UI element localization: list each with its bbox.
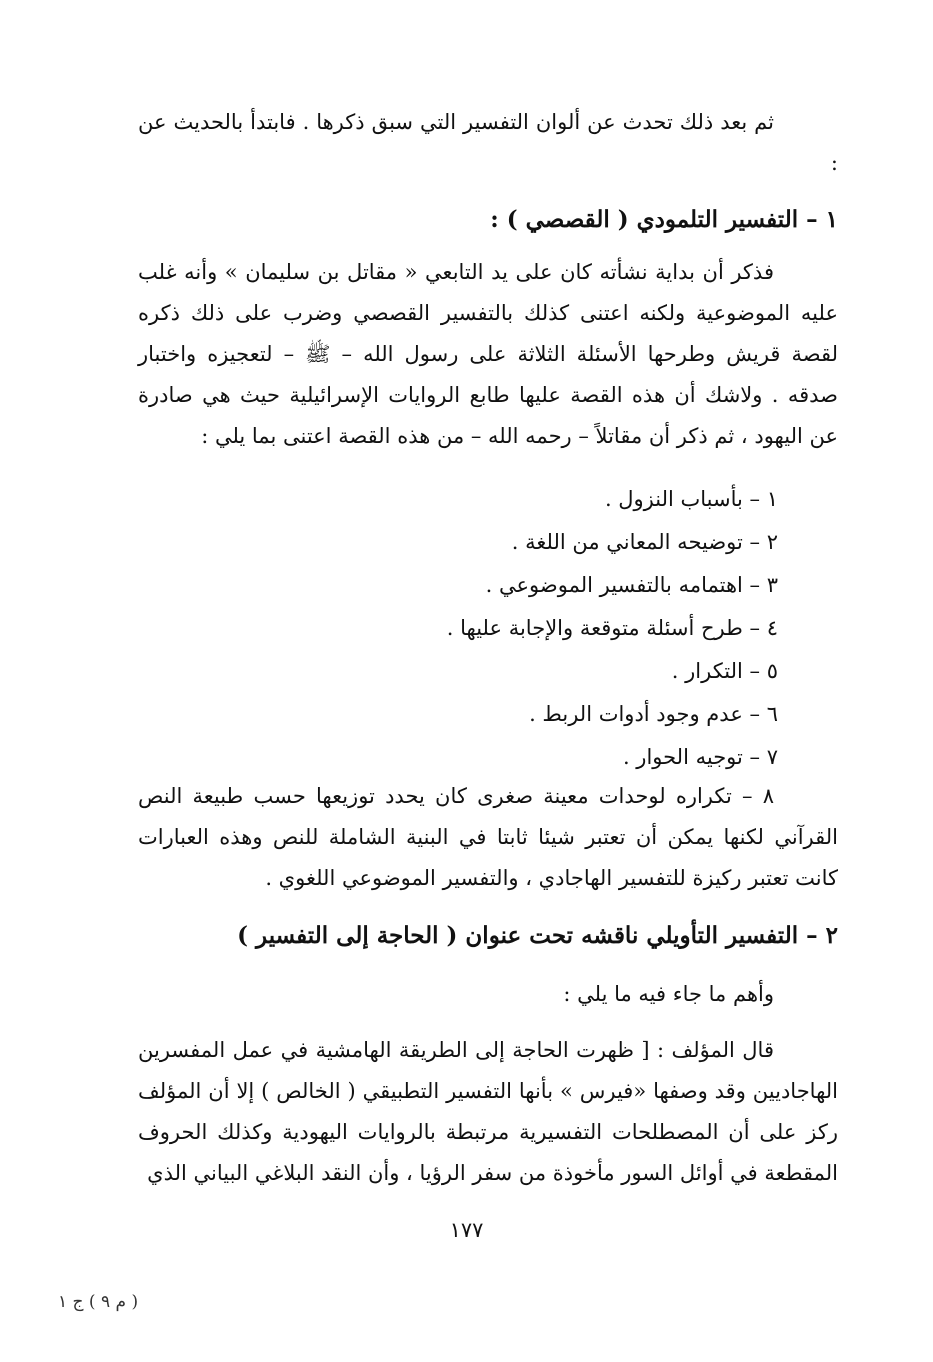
list-item: ١ – بأسباب النزول . [604, 487, 778, 511]
list-item: ٧ – توجيه الحوار . [622, 745, 778, 769]
footer-signature: ( م ٩ ) ج ١ [58, 1292, 139, 1312]
section2-paragraph: قال المؤلف : [ ظهرت الحاجة إلى الطريقة الهامشية في عمل المفسرين الهاجاديين وقد وصفها «فيرس » بأنها التفسير التطبيقي ( الخالص ) إلا أن المؤلف ركز على أن المصطلحات التفسيرية مرتبطة بالروايات اليهودية وكذلك الحروف المقطعة في أوائل السور مأخوذة من سفر الرؤيا ، وأن النقد البلاغي البياني الذي [138, 1038, 838, 1185]
section1-heading-block [138, 200, 838, 240]
intro-paragraph: ثم بعد ذلك تحدث عن ألوان التفسير التي سبق ذكرها . فابتدأ بالحديث عن : [138, 110, 838, 175]
list-item-8: ٨ – تكراره لوحدات معينة صغرى كان يحدد توزيعها حسب طبيعة النص القرآني لكنها يمكن أن تعتبر شيئا ثابتا في البنية الشاملة للنص وهذه العبارات كانت تعتبر ركيزة للتفسير الهاجادي ، والتفسير الموضوعي اللغوي . [138, 784, 838, 890]
section2-intro: وأهم ما جاء فيه ما يلي : [563, 982, 774, 1006]
list-item: ٣ – اهتمامه بالتفسير الموضوعي . [485, 573, 778, 597]
section2-heading: ٢ – التفسير التأويلي ناقشه تحت عنوان ( الحاجة إلى التفسير ) [237, 922, 838, 949]
section2-intro-block [138, 974, 838, 1015]
intro-block [138, 102, 838, 184]
section2-heading-block [138, 916, 838, 956]
section1-item8-block [138, 776, 838, 899]
section1-paragraph-block [138, 252, 838, 457]
list-item: ٤ – طرح أسئلة متوقعة والإجابة عليها . [446, 616, 778, 640]
section2-paragraph-block [138, 1030, 838, 1194]
page-number: ١٧٧ [449, 1218, 484, 1242]
list-item: ٢ – توضيحه المعاني من اللغة . [511, 530, 778, 554]
section1-list [138, 478, 778, 779]
list-item: ٦ – عدم وجود أدوات الربط . [529, 702, 778, 726]
list-item: ٥ – التكرار . [671, 659, 778, 683]
section1-heading: ١ – التفسير التلمودي ( القصصي ) : [490, 206, 838, 233]
section1-paragraph: فذكر أن بداية نشأته كان على يد التابعي « مقاتل بن سليمان » وأنه غلب عليه الموضوعية ولكنه اعتنى كذلك بالتفسير القصصي وضرب على ذلك ذكره لقصة قريش وطرحها الأسئلة الثلاثة على رسول الله – ﷺ – لتعجيزه واختبار صدقه . ولاشك أن هذه القصة عليها طابع الروايات الإسرائيلية حيث هي صادرة عن اليهود ، ثم ذكر أن مقاتلاً – رحمه الله – من هذه القصة اعتنى بما يلي : [138, 260, 838, 448]
